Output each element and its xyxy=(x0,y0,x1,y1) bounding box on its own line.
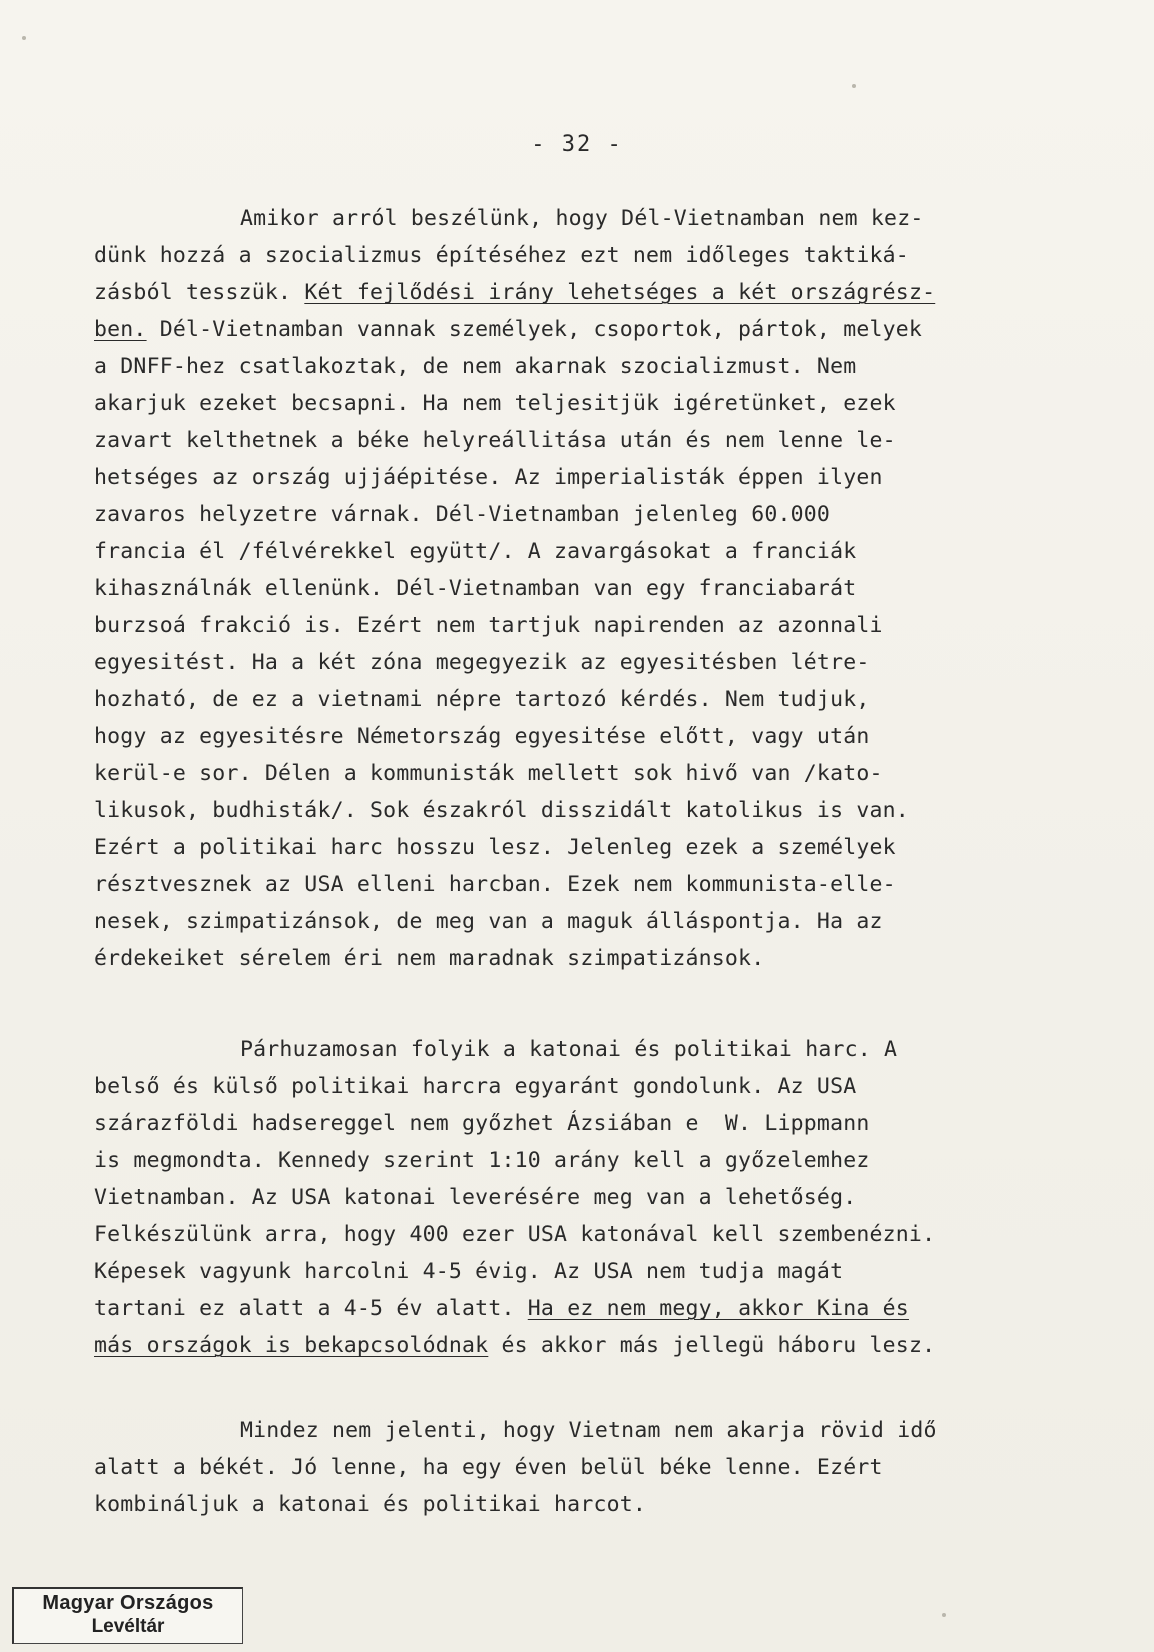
text-segment: tartani ez alatt a 4-5 év alatt. xyxy=(94,1296,528,1321)
text-segment: Felkészülünk arra, hogy 400 ezer USA katonával kell szembenézni. xyxy=(94,1222,936,1247)
text-line xyxy=(94,422,1074,459)
text-segment: és akkor más jellegü háboru lesz. xyxy=(488,1333,936,1358)
text-segment: belső és külső politikai harcra egyaránt gondolunk. Az USA xyxy=(94,1074,857,1099)
text-line xyxy=(94,1142,1074,1179)
text-segment: francia él /félvérekkel együtt/. A zavargásokat a franciák xyxy=(94,539,857,564)
text-segment: nesek, szimpatizánsok, de meg van a maguk álláspontja. Ha az xyxy=(94,909,883,934)
text-line xyxy=(94,1179,1074,1216)
text-line xyxy=(94,829,1074,866)
text-line xyxy=(94,237,1074,274)
text-line xyxy=(94,607,1074,644)
text-segment: burzsoá frakció is. Ezért nem tartjuk napirenden az azonnali xyxy=(94,613,883,638)
paper-speck xyxy=(942,1613,946,1617)
text-segment: is megmondta. Kennedy szerint 1:10 arány kell a győzelemhez xyxy=(94,1148,870,1173)
text-segment: dünk hozzá a szocializmus építéséhez ezt nem időleges taktiká- xyxy=(94,243,909,268)
underlined-text: Két fejlődési irány lehetséges a két országrész- xyxy=(304,280,936,305)
text-segment: zavaros helyzetre várnak. Dél-Vietnamban jelenleg 60.000 xyxy=(94,502,831,527)
text-segment: Párhuzamosan folyik a katonai és politikai harc. A xyxy=(240,1037,898,1062)
text-line xyxy=(94,903,1074,940)
text-segment: Ezért a politikai harc hosszu lesz. Jelenleg ezek a személyek xyxy=(94,835,896,860)
text-segment: egyesitést. Ha a két zóna megegyezik az egyesitésben létre- xyxy=(94,650,870,675)
text-line xyxy=(94,1412,1074,1449)
text-line xyxy=(94,348,1074,385)
text-segment: zásból tesszük. xyxy=(94,280,305,305)
underlined-text: Ha ez nem megy, akkor Kina és xyxy=(527,1296,909,1321)
text-line xyxy=(94,718,1074,755)
stamp-line-1: Magyar Országos xyxy=(42,1592,214,1614)
text-line xyxy=(94,274,1074,311)
paragraph-3 xyxy=(94,1412,1074,1523)
text-segment: érdekeiket sérelem éri nem maradnak szimpatizánsok. xyxy=(94,946,765,971)
paragraph-2 xyxy=(94,1031,1074,1364)
text-segment: kerül-e sor. Délen a kommunisták mellett sok hivő van /kato- xyxy=(94,761,883,786)
text-segment: akarjuk ezeket becsapni. Ha nem teljesitjük igéretünket, ezek xyxy=(94,391,896,416)
text-line xyxy=(94,1216,1074,1253)
text-line xyxy=(94,200,1074,237)
text-line xyxy=(94,866,1074,903)
text-segment: Dél-Vietnamban vannak személyek, csoportok, pártok, melyek xyxy=(146,317,923,342)
text-segment: likusok, budhisták/. Sok északról disszidált katolikus is van. xyxy=(94,798,909,823)
paper-speck xyxy=(22,36,26,40)
text-segment: hetséges az ország ujjáépitése. Az imperialisták éppen ilyen xyxy=(94,465,883,490)
text-line xyxy=(94,1449,1074,1486)
page-number: - 32 - xyxy=(531,132,623,157)
text-line xyxy=(94,1068,1074,1105)
text-segment: Képesek vagyunk harcolni 4-5 évig. Az USA nem tudja magát xyxy=(94,1259,844,1284)
text-line xyxy=(94,1253,1074,1290)
text-segment: Vietnamban. Az USA katonai leverésére meg van a lehetőség. xyxy=(94,1185,857,1210)
text-line xyxy=(94,496,1074,533)
text-line xyxy=(94,681,1074,718)
text-line xyxy=(94,570,1074,607)
text-line xyxy=(94,311,1074,348)
paper-speck xyxy=(852,84,856,88)
text-segment: kombináljuk a katonai és politikai harcot. xyxy=(94,1492,647,1517)
text-segment: Mindez nem jelenti, hogy Vietnam nem akarja rövid idő xyxy=(240,1418,937,1443)
text-segment: hozható, de ez a vietnami népre tartozó kérdés. Nem tudjuk, xyxy=(94,687,870,712)
text-line xyxy=(94,940,1074,977)
text-line xyxy=(94,1031,1074,1068)
text-line xyxy=(94,1486,1074,1523)
text-line xyxy=(94,1105,1074,1142)
text-line xyxy=(94,1327,1074,1364)
text-segment: Amikor arról beszélünk, hogy Dél-Vietnamban nem kez- xyxy=(240,206,924,231)
text-line xyxy=(94,644,1074,681)
text-line xyxy=(94,459,1074,496)
archive-stamp xyxy=(12,1587,243,1644)
text-segment: zavart kelthetnek a béke helyreállitása után és nem lenne le- xyxy=(94,428,896,453)
text-line xyxy=(94,755,1074,792)
text-segment: kihasználnák ellenünk. Dél-Vietnamban van egy franciabarát xyxy=(94,576,857,601)
text-segment: hogy az egyesitésre Németország egyesitése előtt, vagy után xyxy=(94,724,870,749)
text-segment: a DNFF-hez csatlakoztak, de nem akarnak szocializmust. Nem xyxy=(94,354,857,379)
text-segment: résztvesznek az USA elleni harcban. Ezek nem kommunista-elle- xyxy=(94,872,896,897)
text-segment: alatt a békét. Jó lenne, ha egy éven belül béke lenne. Ezért xyxy=(94,1455,883,1480)
text-line xyxy=(94,792,1074,829)
text-segment: szárazföldi hadsereggel nem győzhet Ázsiában e W. Lippmann xyxy=(94,1111,870,1136)
text-line xyxy=(94,533,1074,570)
text-line xyxy=(94,385,1074,422)
paragraph-1 xyxy=(94,200,1074,977)
underlined-text: más országok is bekapcsolódnak xyxy=(94,1333,489,1358)
stamp-line-2: Levéltár xyxy=(91,1616,165,1637)
underlined-text: ben. xyxy=(94,317,147,342)
text-line xyxy=(94,1290,1074,1327)
